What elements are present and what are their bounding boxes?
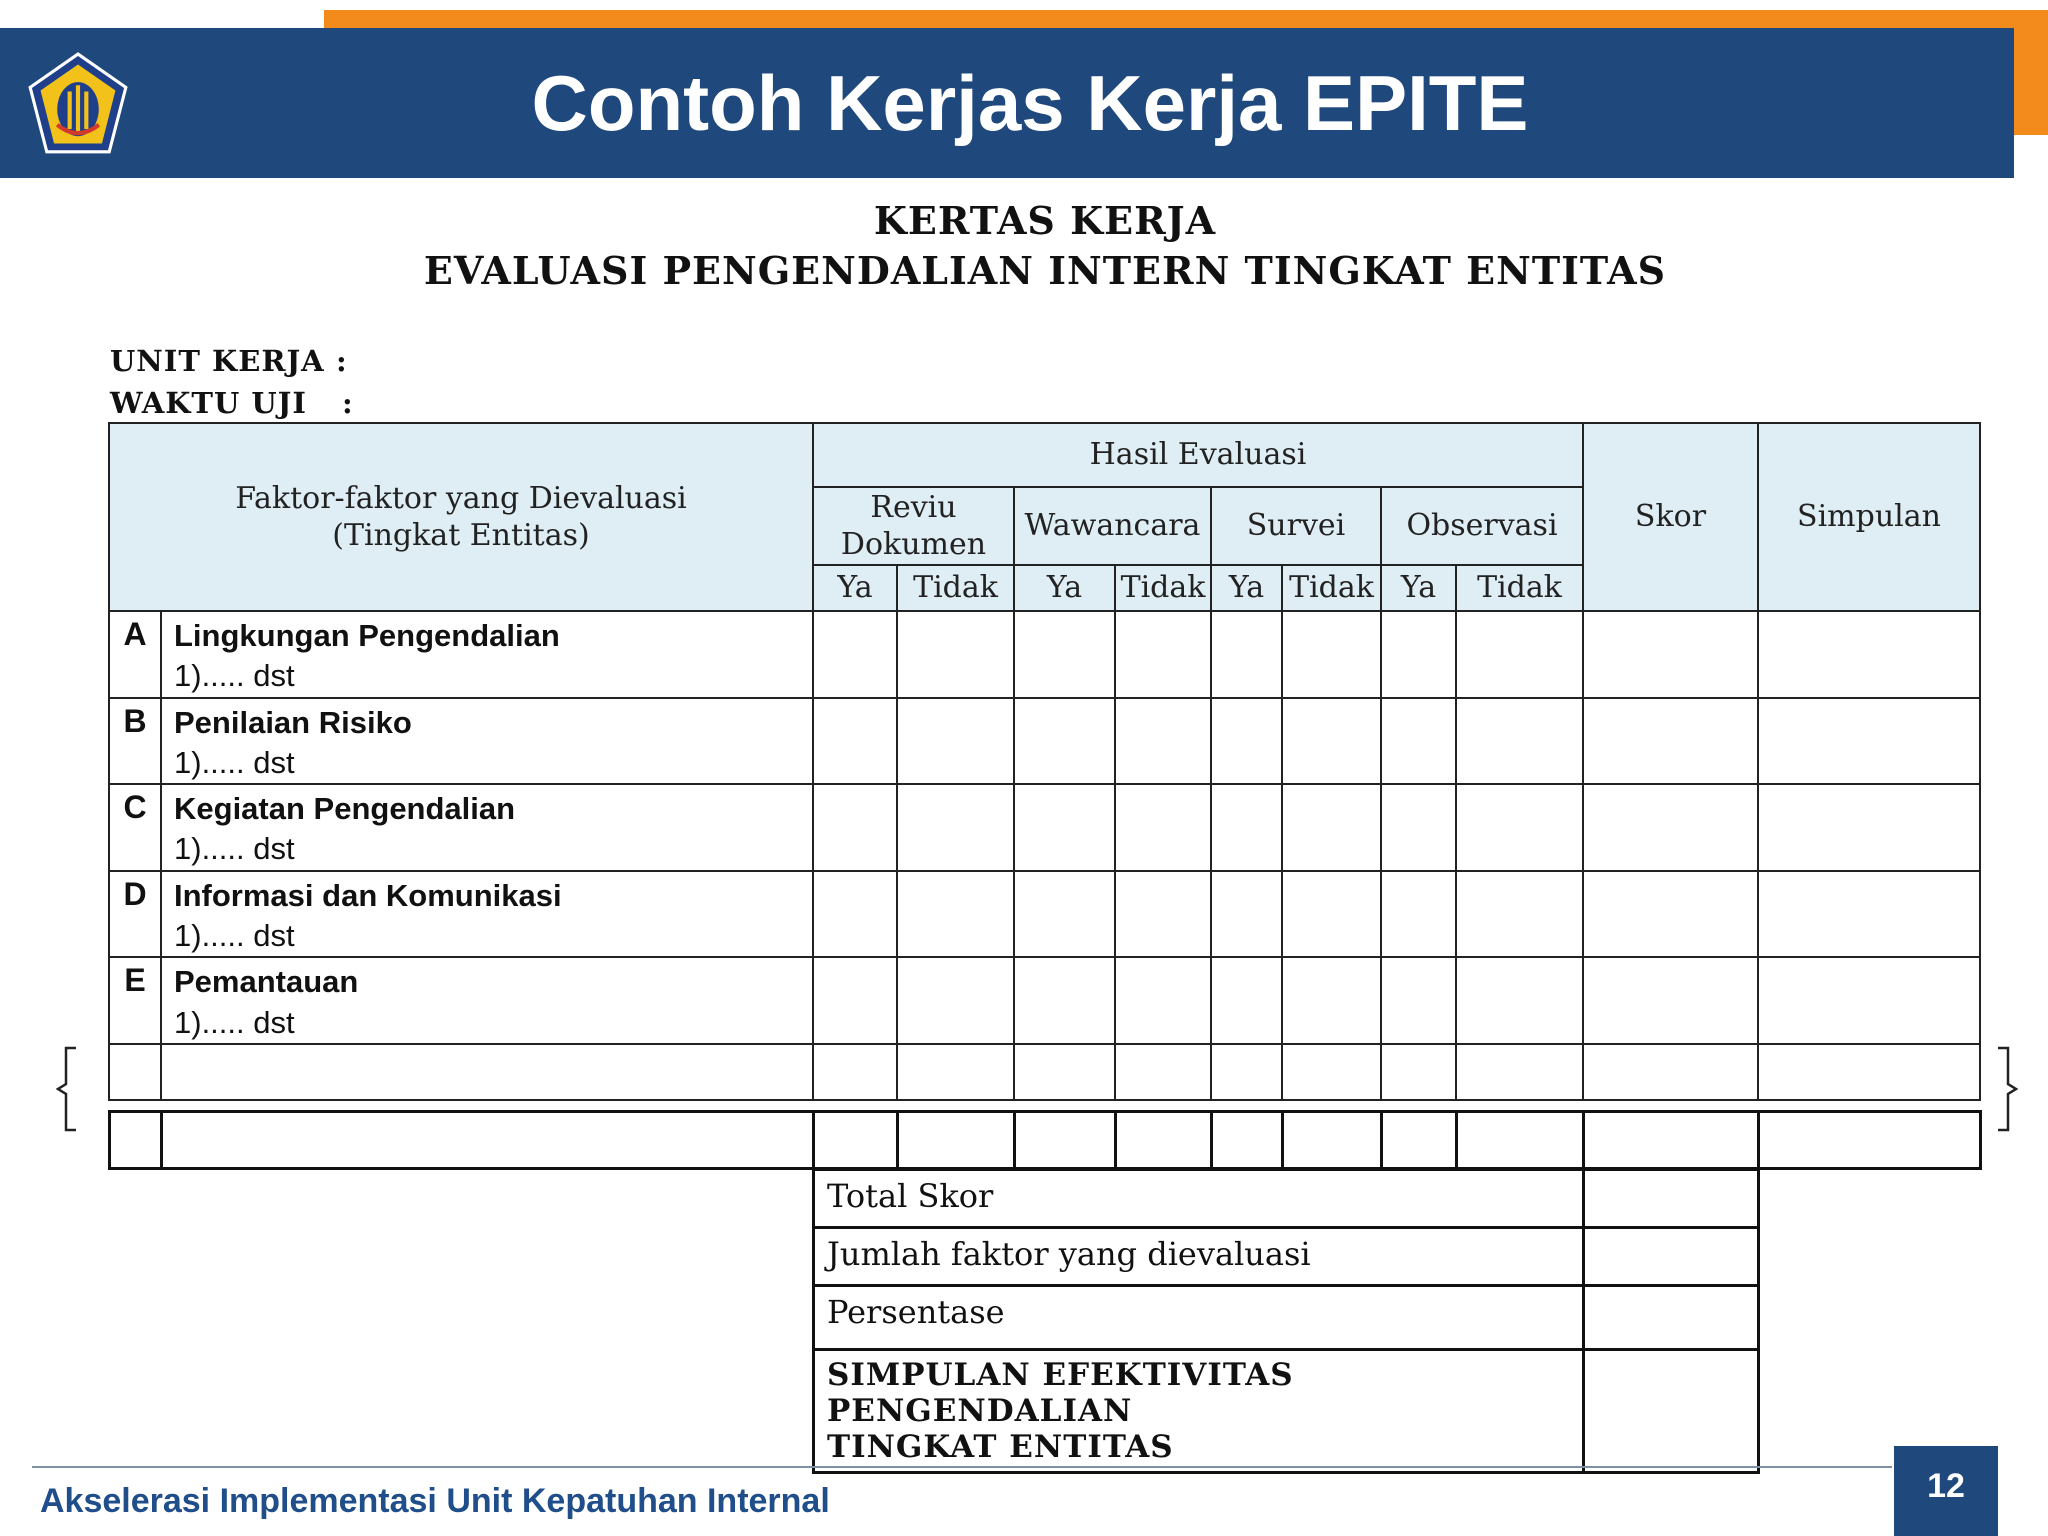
table-cell bbox=[1456, 784, 1583, 871]
worksheet-subtitle: EVALUASI PENGENDALIAN INTERN TINGKAT ENTITAS bbox=[423, 248, 1667, 293]
reviu-line2: Dokumen bbox=[840, 527, 987, 562]
right-brace-icon bbox=[1996, 1046, 2018, 1132]
factor-name: Penilaian Risiko bbox=[174, 704, 412, 740]
table-cell bbox=[813, 871, 897, 958]
ya-header: Ya bbox=[1211, 565, 1282, 611]
factor-sub-item: 1)..... dst bbox=[174, 1004, 295, 1040]
reviu-line1: Reviu bbox=[870, 489, 957, 525]
table-row bbox=[109, 871, 1980, 958]
page-number: 12 bbox=[1894, 1446, 1998, 1536]
table-cell bbox=[1381, 1044, 1456, 1100]
table-cell bbox=[109, 1044, 161, 1100]
method-header-survei: Survei bbox=[1211, 487, 1381, 565]
table-cell bbox=[813, 784, 897, 871]
summary-table bbox=[812, 1168, 1760, 1474]
table-cell bbox=[1759, 1112, 1981, 1169]
table-cell bbox=[1758, 611, 1980, 698]
factor-header bbox=[109, 423, 813, 611]
table-cell bbox=[1758, 698, 1980, 785]
table-cell bbox=[1211, 871, 1282, 958]
table-cell bbox=[1583, 871, 1758, 958]
hasil-evaluasi-header: Hasil Evaluasi bbox=[813, 423, 1583, 487]
table-cell bbox=[1758, 784, 1980, 871]
table-cell bbox=[1583, 1044, 1758, 1100]
table-cell bbox=[1014, 1044, 1115, 1100]
table-cell bbox=[1014, 611, 1115, 698]
simpulan-efektivitas-value bbox=[1584, 1350, 1759, 1473]
method-header-wawancara: Wawancara bbox=[1014, 487, 1211, 565]
table-cell bbox=[897, 1044, 1014, 1100]
table-cell bbox=[1211, 698, 1282, 785]
table-cell bbox=[897, 871, 1014, 958]
ya-header: Ya bbox=[1014, 565, 1115, 611]
table-cell bbox=[1282, 698, 1381, 785]
factor-cell bbox=[161, 611, 813, 698]
table-cell bbox=[897, 611, 1014, 698]
factor-name: Lingkungan Pengendalian bbox=[174, 618, 560, 653]
table-cell bbox=[897, 784, 1014, 871]
table-cell bbox=[1116, 1112, 1212, 1169]
table-cell bbox=[1456, 1044, 1583, 1100]
table-cell bbox=[813, 1044, 897, 1100]
table-cell bbox=[1381, 871, 1456, 958]
simpulan-line1: SIMPULAN EFEKTIVITAS PENGENDALIAN bbox=[827, 1357, 1294, 1429]
table-cell bbox=[1758, 1044, 1980, 1100]
table-cell bbox=[1758, 957, 1980, 1044]
unit-kerja-field bbox=[110, 344, 348, 378]
factor-sub-item: 1)..... dst bbox=[174, 831, 295, 867]
table-cell bbox=[1382, 1112, 1457, 1169]
summary-row-simpulan bbox=[814, 1350, 1759, 1473]
persentase-label: Persentase bbox=[814, 1286, 1584, 1350]
factor-letter: E bbox=[109, 957, 161, 1044]
summary-row-total bbox=[814, 1170, 1759, 1228]
table-cell bbox=[813, 698, 897, 785]
unit-kerja-label: UNIT KERJA bbox=[110, 344, 325, 378]
waktu-uji-label: WAKTU UJI bbox=[110, 386, 307, 420]
table-row-empty bbox=[109, 1044, 1980, 1100]
table-cell bbox=[1282, 611, 1381, 698]
footer-divider bbox=[32, 1466, 1892, 1468]
waktu-uji-colon: : bbox=[342, 386, 354, 420]
tidak-header: Tidak bbox=[1115, 565, 1211, 611]
factor-cell bbox=[161, 698, 813, 785]
table-cell bbox=[1381, 698, 1456, 785]
table-cell bbox=[1115, 698, 1211, 785]
factor-header-line2: (Tingkat Entitas) bbox=[332, 518, 590, 553]
tidak-header: Tidak bbox=[897, 565, 1014, 611]
table-cell bbox=[1456, 957, 1583, 1044]
footer-text: Akselerasi Implementasi Unit Kepatuhan Internal bbox=[40, 1482, 830, 1520]
ministry-emblem-icon bbox=[26, 52, 130, 156]
factor-name: Kegiatan Pengendalian bbox=[174, 791, 516, 827]
table-cell bbox=[162, 1112, 814, 1169]
table-cell bbox=[1211, 957, 1282, 1044]
table-cell bbox=[813, 611, 897, 698]
waktu-uji-field bbox=[110, 386, 354, 420]
table-cell bbox=[1381, 957, 1456, 1044]
worksheet-title: KERTAS KERJA bbox=[873, 198, 1217, 243]
method-header-reviu-dokumen bbox=[813, 487, 1014, 565]
method-header-observasi: Observasi bbox=[1381, 487, 1583, 565]
table-cell bbox=[1381, 784, 1456, 871]
table-cell bbox=[1583, 957, 1758, 1044]
factor-sub-item: 1)..... dst bbox=[174, 918, 295, 954]
factor-sub-item: 1)..... dst bbox=[174, 744, 295, 780]
total-skor-label: Total Skor bbox=[814, 1170, 1584, 1228]
total-skor-value bbox=[1584, 1170, 1759, 1228]
persentase-value bbox=[1584, 1286, 1759, 1350]
table-cell bbox=[1211, 611, 1282, 698]
table-cell bbox=[1457, 1112, 1584, 1169]
table-cell bbox=[1583, 611, 1758, 698]
table-row bbox=[109, 698, 1980, 785]
factor-letter: A bbox=[109, 611, 161, 698]
table-cell bbox=[1758, 871, 1980, 958]
ya-header: Ya bbox=[813, 565, 897, 611]
factor-header-line1: Faktor-faktor yang Dievaluasi bbox=[235, 480, 687, 516]
table-cell bbox=[813, 957, 897, 1044]
simpulan-line2: TINGKAT ENTITAS bbox=[827, 1429, 1174, 1465]
table-row bbox=[109, 784, 1980, 871]
slide-title: Contoh Kerjas Kerja EPITE bbox=[531, 59, 1529, 147]
table-cell bbox=[1283, 1112, 1382, 1169]
simpulan-efektivitas-label bbox=[814, 1350, 1584, 1473]
skor-header: Skor bbox=[1583, 423, 1758, 611]
factor-name: Pemantauan bbox=[174, 964, 359, 1000]
jumlah-faktor-label: Jumlah faktor yang dievaluasi bbox=[814, 1228, 1584, 1286]
jumlah-faktor-value bbox=[1584, 1228, 1759, 1286]
table-cell bbox=[1115, 957, 1211, 1044]
simpulan-header: Simpulan bbox=[1758, 423, 1980, 611]
unit-kerja-colon: : bbox=[336, 344, 348, 378]
table-cell bbox=[1583, 784, 1758, 871]
table-cell bbox=[1211, 784, 1282, 871]
factor-cell bbox=[161, 784, 813, 871]
table-cell bbox=[897, 698, 1014, 785]
factor-name: Informasi dan Komunikasi bbox=[174, 877, 562, 913]
tidak-header: Tidak bbox=[1282, 565, 1381, 611]
summary-row-persentase bbox=[814, 1286, 1759, 1350]
table-cell bbox=[1282, 784, 1381, 871]
table-cell bbox=[1115, 871, 1211, 958]
table-cell bbox=[1014, 784, 1115, 871]
table-cell bbox=[1014, 957, 1115, 1044]
factor-letter: C bbox=[109, 784, 161, 871]
summary-row-jumlah bbox=[814, 1228, 1759, 1286]
table-cell bbox=[1282, 957, 1381, 1044]
table-cell bbox=[1212, 1112, 1283, 1169]
table-cell bbox=[1456, 611, 1583, 698]
table-cell bbox=[897, 957, 1014, 1044]
ya-header: Ya bbox=[1381, 565, 1456, 611]
table-cell bbox=[1584, 1112, 1759, 1169]
table-cell bbox=[1115, 611, 1211, 698]
table-cell bbox=[814, 1112, 898, 1169]
table-cell bbox=[1456, 871, 1583, 958]
factor-sub-item: 1)..... dst bbox=[174, 658, 295, 694]
table-cell bbox=[1456, 698, 1583, 785]
table-cell bbox=[1211, 1044, 1282, 1100]
table-cell bbox=[1282, 871, 1381, 958]
table-row bbox=[109, 611, 1980, 698]
factor-rows bbox=[109, 611, 1980, 1044]
factor-cell bbox=[161, 957, 813, 1044]
table-cell bbox=[1282, 1044, 1381, 1100]
table-cell bbox=[1381, 611, 1456, 698]
table-cell bbox=[898, 1112, 1015, 1169]
table-cell bbox=[1014, 698, 1115, 785]
factor-letter: D bbox=[109, 871, 161, 958]
table-cell bbox=[1583, 698, 1758, 785]
table-cell bbox=[1115, 784, 1211, 871]
factor-cell bbox=[161, 871, 813, 958]
tidak-header: Tidak bbox=[1456, 565, 1583, 611]
table-cell bbox=[1115, 1044, 1211, 1100]
extra-row-table bbox=[108, 1110, 1982, 1170]
table-cell bbox=[110, 1112, 162, 1169]
left-brace-icon bbox=[56, 1046, 78, 1132]
table-cell bbox=[1014, 871, 1115, 958]
factor-letter: B bbox=[109, 698, 161, 785]
table-row bbox=[109, 957, 1980, 1044]
table-row-extra bbox=[110, 1112, 1981, 1169]
table-cell bbox=[1015, 1112, 1116, 1169]
table-cell bbox=[161, 1044, 813, 1100]
evaluation-table bbox=[108, 422, 1981, 1101]
